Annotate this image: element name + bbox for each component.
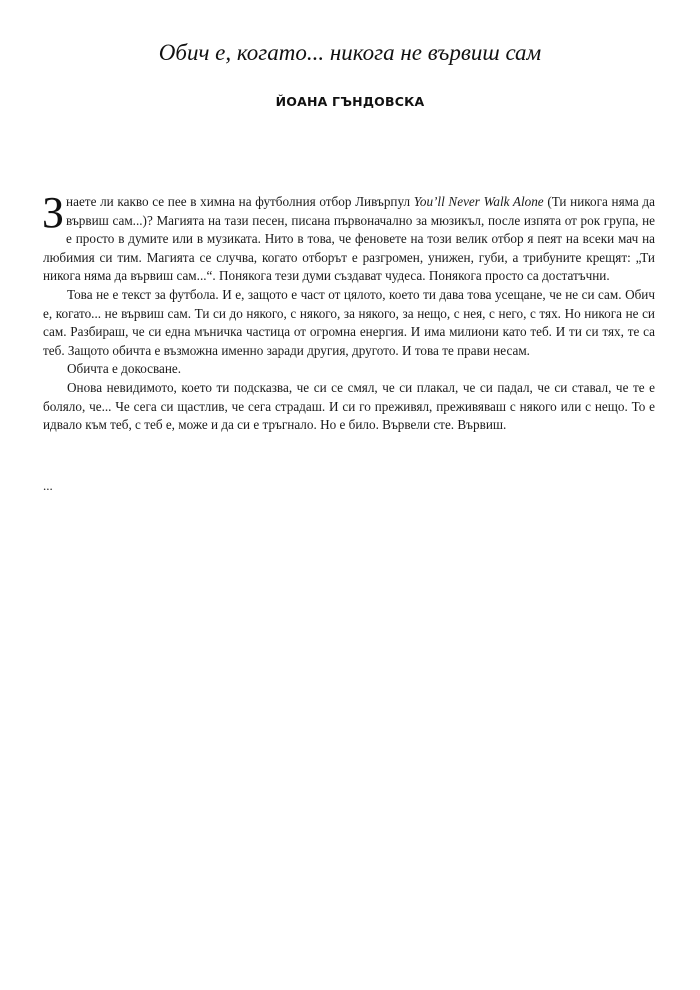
paragraph-4: Онова невидимото, което ти подсказва, че си се смял, че си плакал, че си падал, че си ставал, че те е боляло, че... Че сега си щастлив, че сега страдаш. И си го преживял, преживяваш с някого или с нещо. То е идвало към теб, с теб е, може и да си е тръгнало. Но е било. Вървели сте. Вървиш. bbox=[43, 379, 655, 433]
paragraph-1-text-end: (Ти никога няма да вървиш сам...)? Магията на тази песен, писана първоначално за мюзикъл, после изпята от рок група, не е просто в думите или в музиката. Нито в това, че феновете на този велик отбор я пеят на всеки мач на любимия си тим. Магията се случва, когато отборът е разгромен, унижен, губи, а трибуните крещят: „Ти никога няма да вървиш сам...“. Понякога тези думи създават чудеса. Понякога просто са достатъчни. bbox=[43, 194, 655, 284]
paragraph-1-text-start: наете ли какво се пее в химна на футболния отбор Ливърпул bbox=[66, 194, 414, 209]
document-title: Обич е, когато... никога не вървиш сам bbox=[158, 40, 542, 65]
paragraph-1 bbox=[42, 188, 655, 286]
article-body bbox=[42, 188, 655, 435]
paragraph-3: Обичта е докосване. bbox=[67, 361, 182, 377]
paragraph-2: Това не е текст за футбола. И е, защото е част от цялото, което ти дава това усещане, че не си сам. Обич е, когато... не вървиш сам. Ти си до някого, с някого, за някого, за нещо, с нея, с него, с тях. Но никога не си сам. Разбираш, че си една мъничка частица от огромна енергия. И има милиони като теб. И ти си тях, те са теб. Защото обичта е възможна именно заради другия, другото. И това те прави несам. bbox=[43, 286, 655, 358]
song-title: You’ll Never Walk Alone bbox=[413, 194, 544, 209]
author-name: ЙОАНА ГЪНДОВСКА bbox=[275, 94, 425, 109]
drop-cap: З bbox=[42, 188, 65, 237]
continuation-ellipsis: ... bbox=[43, 478, 53, 493]
